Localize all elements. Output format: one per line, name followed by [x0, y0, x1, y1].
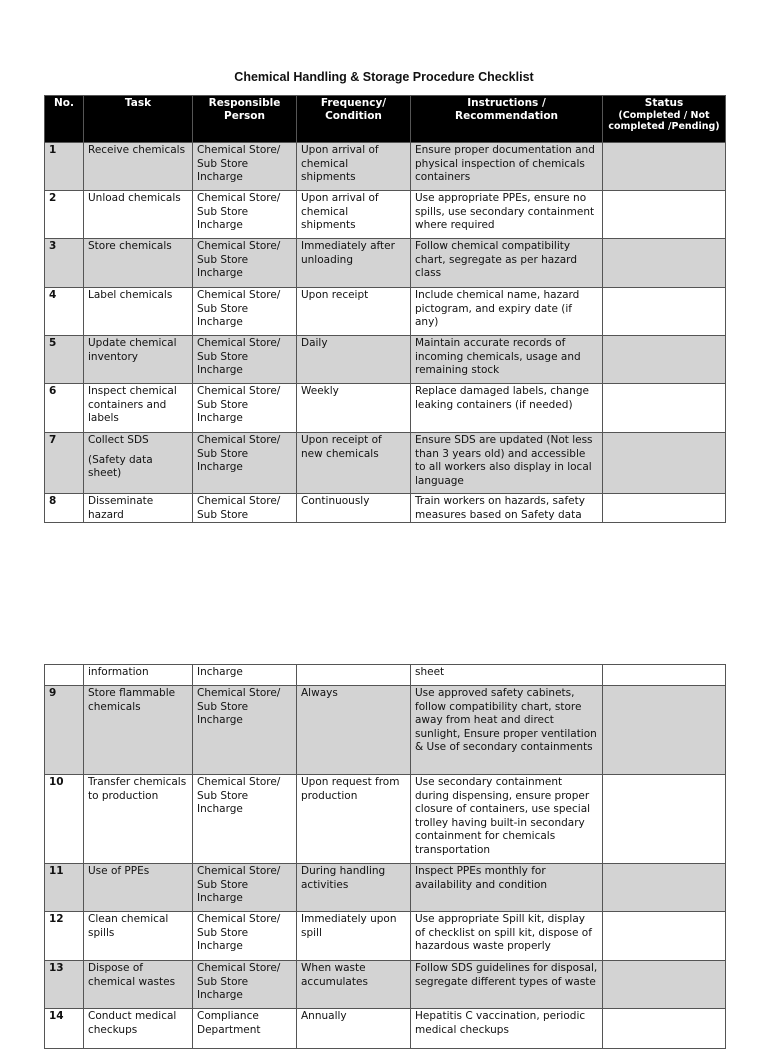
row-task-cell	[84, 433, 193, 494]
row-responsible: Chemical Store/ Sub Store Incharge	[193, 961, 297, 1009]
table-row	[45, 239, 726, 288]
checklist-table-page-1	[44, 95, 726, 523]
row-frequency: Continuously	[297, 494, 411, 523]
row-number: 5	[45, 336, 84, 384]
row-status-cell[interactable]	[603, 191, 726, 239]
row-task: Dispose of chemical wastes	[84, 961, 193, 1009]
table-row	[45, 288, 726, 336]
row-status-cell[interactable]	[603, 686, 726, 775]
row-instructions: Use secondary containment during dispensing, ensure proper closure of containers, use special trolley having built-in secondary containment for chemicals transportation	[411, 775, 603, 864]
document-title: Chemical Handling & Storage Procedure Checklist	[234, 70, 534, 84]
row-responsible: Chemical Store/ Sub Store Incharge	[193, 775, 297, 864]
row-instructions: Train workers on hazards, safety measures based on Safety data	[411, 494, 603, 523]
row-task: Use of PPEs	[84, 864, 193, 912]
table-row	[45, 494, 726, 523]
row-task-note: (Safety data sheet)	[88, 453, 153, 479]
table-row	[45, 864, 726, 912]
table-row	[45, 191, 726, 239]
row-responsible: Chemical Store/ Sub Store Incharge	[193, 143, 297, 191]
header-frequency: Frequency/ Condition	[297, 96, 411, 143]
row-responsible: Chemical Store/ Sub Store Incharge	[193, 384, 297, 433]
row-status-cell[interactable]	[603, 912, 726, 961]
row-frequency: Upon arrival of chemical shipments	[297, 191, 411, 239]
row-status-cell[interactable]	[603, 1009, 726, 1049]
row-frequency: Daily	[297, 336, 411, 384]
row-task: Store flammable chemicals	[84, 686, 193, 775]
row-responsible: Chemical Store/ Sub Store Incharge	[193, 686, 297, 775]
row-task: Conduct medical checkups	[84, 1009, 193, 1049]
row-frequency: During handling activities	[297, 864, 411, 912]
row-status-cell[interactable]	[603, 494, 726, 523]
row-number: 3	[45, 239, 84, 288]
row-number: 13	[45, 961, 84, 1009]
table-row	[45, 1009, 726, 1049]
row-responsible: Chemical Store/ Sub Store Incharge	[193, 433, 297, 494]
row-status-cell[interactable]	[603, 239, 726, 288]
row-number: 7	[45, 433, 84, 494]
row-task: Store chemicals	[84, 239, 193, 288]
checklist-table-page-2	[44, 664, 726, 1049]
row-frequency: Upon receipt	[297, 288, 411, 336]
row-status-cell[interactable]	[603, 336, 726, 384]
table-row	[45, 961, 726, 1009]
row-responsible: Incharge	[193, 665, 297, 686]
row-frequency: Immediately upon spill	[297, 912, 411, 961]
header-instructions: Instructions / Recommendation	[411, 96, 603, 143]
row-instructions: Inspect PPEs monthly for availability and condition	[411, 864, 603, 912]
row-frequency: Always	[297, 686, 411, 775]
row-task: Receive chemicals	[84, 143, 193, 191]
row-number: 14	[45, 1009, 84, 1049]
row-number: 1	[45, 143, 84, 191]
row-instructions: Follow SDS guidelines for disposal, segregate different types of waste	[411, 961, 603, 1009]
row-task: Transfer chemicals to production	[84, 775, 193, 864]
row-frequency: When waste accumulates	[297, 961, 411, 1009]
row-status-cell[interactable]	[603, 961, 726, 1009]
row-instructions: Use appropriate Spill kit, display of checklist on spill kit, dispose of hazardous waste properly	[411, 912, 603, 961]
row-status-cell[interactable]	[603, 433, 726, 494]
row-status-cell[interactable]	[603, 775, 726, 864]
row-number: 2	[45, 191, 84, 239]
row-status-cell[interactable]	[603, 665, 726, 686]
row-number: 8	[45, 494, 84, 523]
row-responsible: Chemical Store/ Sub Store Incharge	[193, 239, 297, 288]
row-task: Inspect chemical containers and labels	[84, 384, 193, 433]
row-responsible: Chemical Store/ Sub Store Incharge	[193, 336, 297, 384]
table-row	[45, 336, 726, 384]
row-frequency: Upon arrival of chemical shipments	[297, 143, 411, 191]
row-task: Collect SDS	[88, 434, 149, 446]
row-number: 10	[45, 775, 84, 864]
row-number: 11	[45, 864, 84, 912]
row-responsible: Chemical Store/ Sub Store Incharge	[193, 288, 297, 336]
row-frequency: Immediately after unloading	[297, 239, 411, 288]
table-row	[45, 143, 726, 191]
row-task: information	[84, 665, 193, 686]
row-status-cell[interactable]	[603, 143, 726, 191]
row-responsible: Chemical Store/ Sub Store	[193, 494, 297, 523]
table-row	[45, 775, 726, 864]
row-status-cell[interactable]	[603, 288, 726, 336]
row-instructions: Hepatitis C vaccination, periodic medical checkups	[411, 1009, 603, 1049]
row-number: 9	[45, 686, 84, 775]
row-responsible: Chemical Store/ Sub Store Incharge	[193, 191, 297, 239]
row-number: 12	[45, 912, 84, 961]
row-task: Disseminate hazard	[84, 494, 193, 523]
row-instructions: Use approved safety cabinets, follow compatibility chart, store away from heat and direct sunlight, Ensure proper ventilation & Use of secondary containments	[411, 686, 603, 775]
row-frequency: Weekly	[297, 384, 411, 433]
row-instructions: Replace damaged labels, change leaking containers (if needed)	[411, 384, 603, 433]
row-frequency: Upon receipt of new chemicals	[297, 433, 411, 494]
header-task: Task	[84, 96, 193, 143]
row-instructions: Include chemical name, hazard pictogram, and expiry date (if any)	[411, 288, 603, 336]
header-row	[45, 96, 726, 143]
table-row	[45, 433, 726, 494]
header-status	[603, 96, 726, 143]
row-task: Label chemicals	[84, 288, 193, 336]
row-task: Clean chemical spills	[84, 912, 193, 961]
row-instructions: Use appropriate PPEs, ensure no spills, use secondary containment where required	[411, 191, 603, 239]
row-instructions: Ensure SDS are updated (Not less than 3 years old) and accessible to all workers also display in local language	[411, 433, 603, 494]
header-status-options: (Completed / Not completed /Pending)	[608, 109, 720, 132]
row-status-cell[interactable]	[603, 384, 726, 433]
row-task: Unload chemicals	[84, 191, 193, 239]
row-status-cell[interactable]	[603, 864, 726, 912]
row-number: 6	[45, 384, 84, 433]
row-instructions: Follow chemical compatibility chart, segregate as per hazard class	[411, 239, 603, 288]
row-instructions: Ensure proper documentation and physical inspection of chemicals containers	[411, 143, 603, 191]
table-row-continued	[45, 665, 726, 686]
row-responsible: Chemical Store/ Sub Store Incharge	[193, 864, 297, 912]
row-frequency: Upon request from production	[297, 775, 411, 864]
row-instructions: Maintain accurate records of incoming chemicals, usage and remaining stock	[411, 336, 603, 384]
row-frequency: Annually	[297, 1009, 411, 1049]
table-row	[45, 384, 726, 433]
row-instructions: sheet	[411, 665, 603, 686]
row-responsible: Compliance Department	[193, 1009, 297, 1049]
row-responsible: Chemical Store/ Sub Store Incharge	[193, 912, 297, 961]
row-number	[45, 665, 84, 686]
row-task: Update chemical inventory	[84, 336, 193, 384]
header-status-label: Status	[644, 97, 684, 109]
row-frequency	[297, 665, 411, 686]
header-no: No.	[45, 96, 84, 143]
row-number: 4	[45, 288, 84, 336]
header-responsible: Responsible Person	[193, 96, 297, 143]
table-row	[45, 686, 726, 775]
table-row	[45, 912, 726, 961]
